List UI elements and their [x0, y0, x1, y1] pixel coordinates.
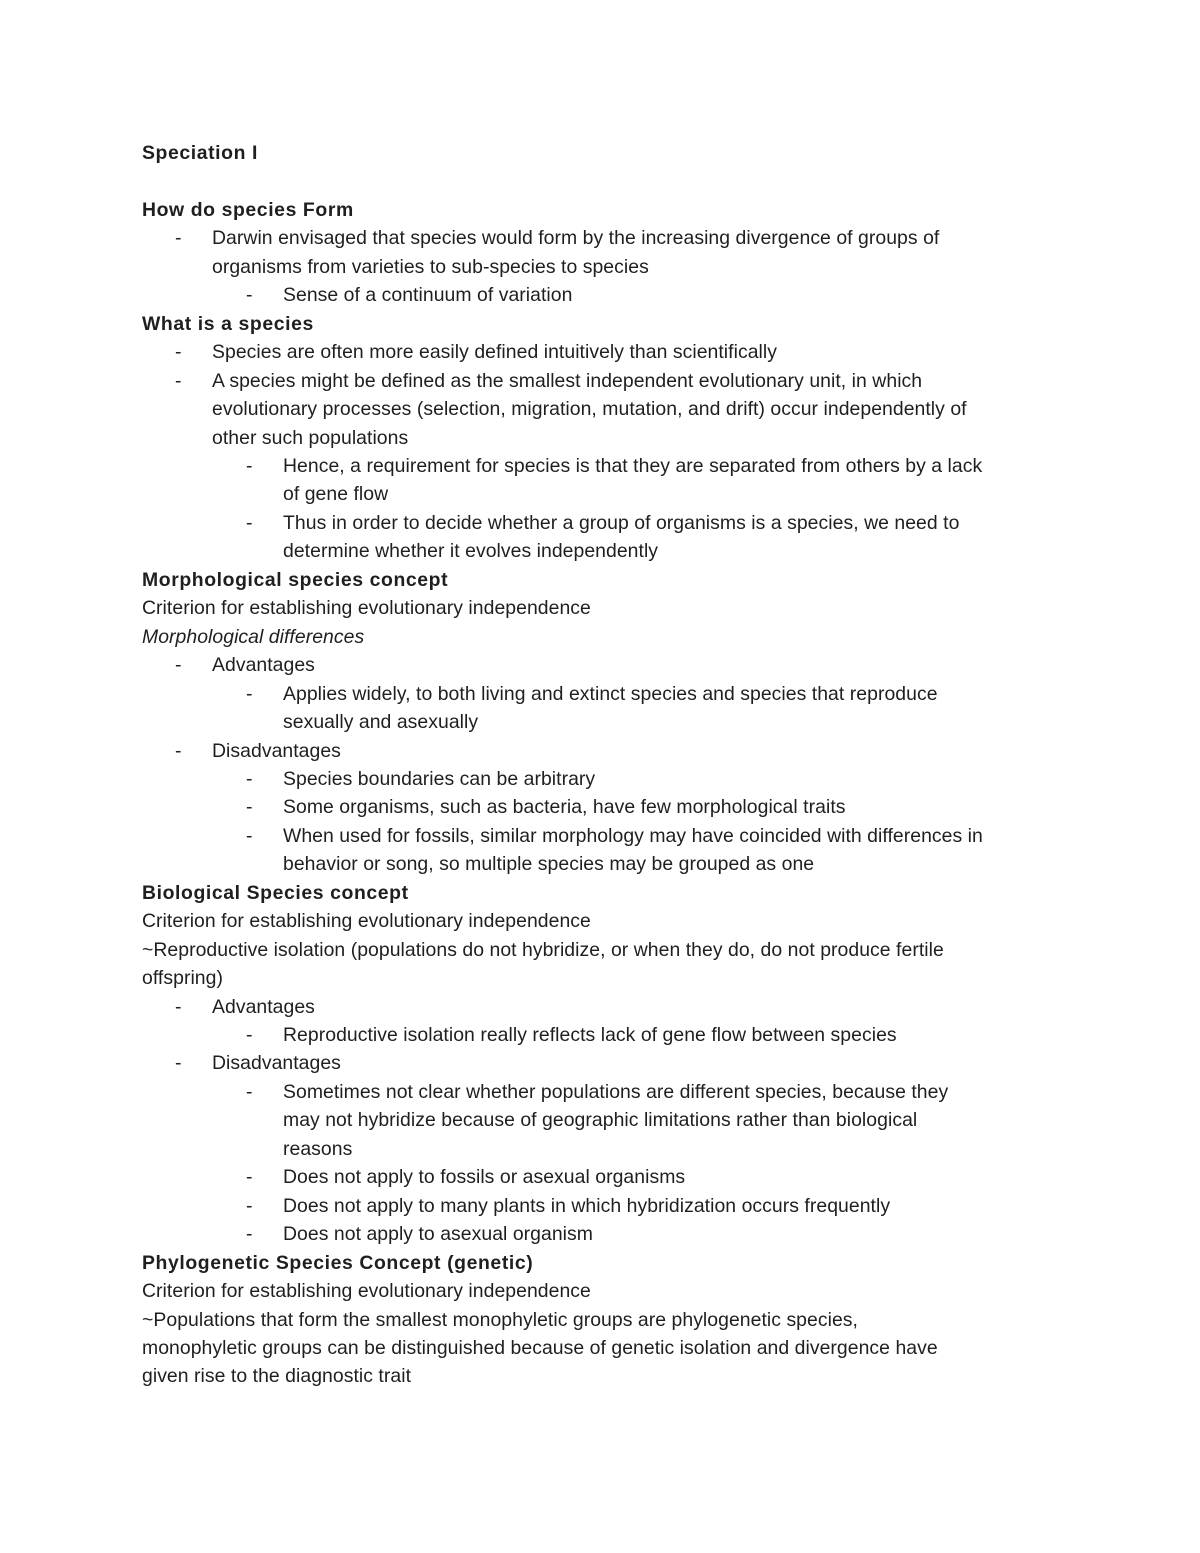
sub-bullet-text: Does not apply to fossils or asexual organisms — [283, 1166, 686, 1189]
sub-bullet-continuation: may not hybridize because of geographic limitations rather than biological — [283, 1109, 918, 1132]
sub-bullet-text: Does not apply to asexual organism — [283, 1223, 593, 1246]
criterion-value: Morphological differences — [142, 625, 365, 648]
criterion-label: Criterion for establishing evolutionary independence — [142, 597, 591, 620]
sub-bullet-text: Hence, a requirement for species is that they are separated from others by a lack — [283, 454, 983, 477]
section-heading-phylogenetic: Phylogenetic Species Concept (genetic) — [142, 1251, 534, 1274]
dash-marker: - — [175, 341, 182, 364]
sub-bullet-text: Sense of a continuum of variation — [283, 284, 573, 307]
sub-bullet-continuation: sexually and asexually — [283, 711, 479, 734]
criterion-value: ~Populations that form the smallest monophyletic groups are phylogenetic species, — [142, 1308, 858, 1331]
dash-marker: - — [246, 682, 253, 705]
bullet-continuation: evolutionary processes (selection, migration, mutation, and drift) occur independently of — [212, 398, 967, 421]
dash-marker: - — [175, 739, 182, 762]
section-heading-morphological: Morphological species concept — [142, 568, 449, 591]
sub-bullet-text: Thus in order to decide whether a group of organisms is a species, we need to — [283, 511, 960, 534]
sub-bullet — [142, 1220, 1072, 1248]
section-heading-how-species-form: How do species Form — [142, 198, 354, 221]
dash-marker: - — [175, 227, 182, 250]
bullet-text: A species might be defined as the smallest independent evolutionary unit, in which — [212, 369, 923, 392]
dash-marker: - — [246, 284, 253, 307]
bullet — [142, 367, 1072, 395]
bullet-disadvantages — [142, 1049, 1072, 1077]
bullet-text: Species are often more easily defined intuitively than scientifically — [212, 341, 777, 364]
sub-bullet — [142, 793, 1072, 821]
bullet — [142, 224, 1072, 252]
section-heading-biological: Biological Species concept — [142, 881, 409, 904]
sub-bullet-text: Reproductive isolation really reflects lack of gene flow between species — [283, 1024, 897, 1047]
bullet-advantages — [142, 651, 1072, 679]
criterion-label: Criterion for establishing evolutionary independence — [142, 1280, 591, 1303]
sub-bullet — [142, 1192, 1072, 1220]
dash-marker: - — [246, 511, 253, 534]
dash-marker: - — [246, 1166, 253, 1189]
dash-marker: - — [246, 1024, 253, 1047]
sub-bullet — [142, 822, 1072, 850]
sub-bullet — [142, 1078, 1072, 1106]
sub-bullet — [142, 1021, 1072, 1049]
spacer — [142, 167, 1072, 195]
sub-bullet — [142, 509, 1072, 537]
bullet-advantages — [142, 993, 1072, 1021]
dash-marker: - — [246, 796, 253, 819]
sub-bullet — [142, 281, 1072, 309]
sub-bullet-continuation: of gene flow — [283, 483, 389, 506]
document-page — [142, 139, 1072, 1391]
criterion-value-continuation: offspring) — [142, 967, 223, 990]
bullet-continuation: other such populations — [212, 426, 409, 449]
dash-marker: - — [246, 454, 253, 477]
sub-bullet-continuation: behavior or song, so multiple species may be grouped as one — [283, 853, 815, 876]
dash-marker: - — [246, 767, 253, 790]
sub-bullet-text: When used for fossils, similar morphology may have coincided with differences in — [283, 824, 983, 847]
sub-bullet — [142, 452, 1072, 480]
bullet-continuation: organisms from varieties to sub-species to species — [212, 255, 649, 278]
criterion-value: ~Reproductive isolation (populations do not hybridize, or when they do, do not produce fertile — [142, 938, 944, 961]
dash-marker: - — [175, 654, 182, 677]
bullet-text: Disadvantages — [212, 739, 341, 762]
sub-bullet-continuation: reasons — [283, 1137, 353, 1160]
bullet — [142, 338, 1072, 366]
dash-marker: - — [175, 1052, 182, 1075]
dash-marker: - — [175, 369, 182, 392]
bullet-text: Advantages — [212, 995, 315, 1018]
sub-bullet-text: Applies widely, to both living and extinct species and species that reproduce — [283, 682, 938, 705]
document-title: Speciation I — [142, 142, 259, 164]
sub-bullet — [142, 1163, 1072, 1191]
sub-bullet-text: Does not apply to many plants in which hybridization occurs frequently — [283, 1194, 891, 1217]
dash-marker: - — [246, 1080, 253, 1103]
criterion-label: Criterion for establishing evolutionary independence — [142, 910, 591, 933]
bullet-text: Advantages — [212, 654, 315, 677]
sub-bullet-continuation: determine whether it evolves independently — [283, 540, 659, 563]
bullet-text: Darwin envisaged that species would form by the increasing divergence of groups of — [212, 227, 940, 250]
section-heading-what-is-species: What is a species — [142, 312, 314, 335]
sub-bullet-text: Species boundaries can be arbitrary — [283, 767, 596, 790]
sub-bullet-text: Some organisms, such as bacteria, have few morphological traits — [283, 796, 846, 819]
criterion-value-continuation: monophyletic groups can be distinguished because of genetic isolation and divergence have — [142, 1337, 938, 1360]
dash-marker: - — [246, 1194, 253, 1217]
dash-marker: - — [175, 995, 182, 1018]
bullet-text: Disadvantages — [212, 1052, 341, 1075]
dash-marker: - — [246, 824, 253, 847]
criterion-value-continuation: given rise to the diagnostic trait — [142, 1365, 412, 1388]
sub-bullet-text: Sometimes not clear whether populations are different species, because they — [283, 1080, 949, 1103]
sub-bullet — [142, 765, 1072, 793]
sub-bullet — [142, 680, 1072, 708]
dash-marker: - — [246, 1223, 253, 1246]
bullet-disadvantages — [142, 737, 1072, 765]
